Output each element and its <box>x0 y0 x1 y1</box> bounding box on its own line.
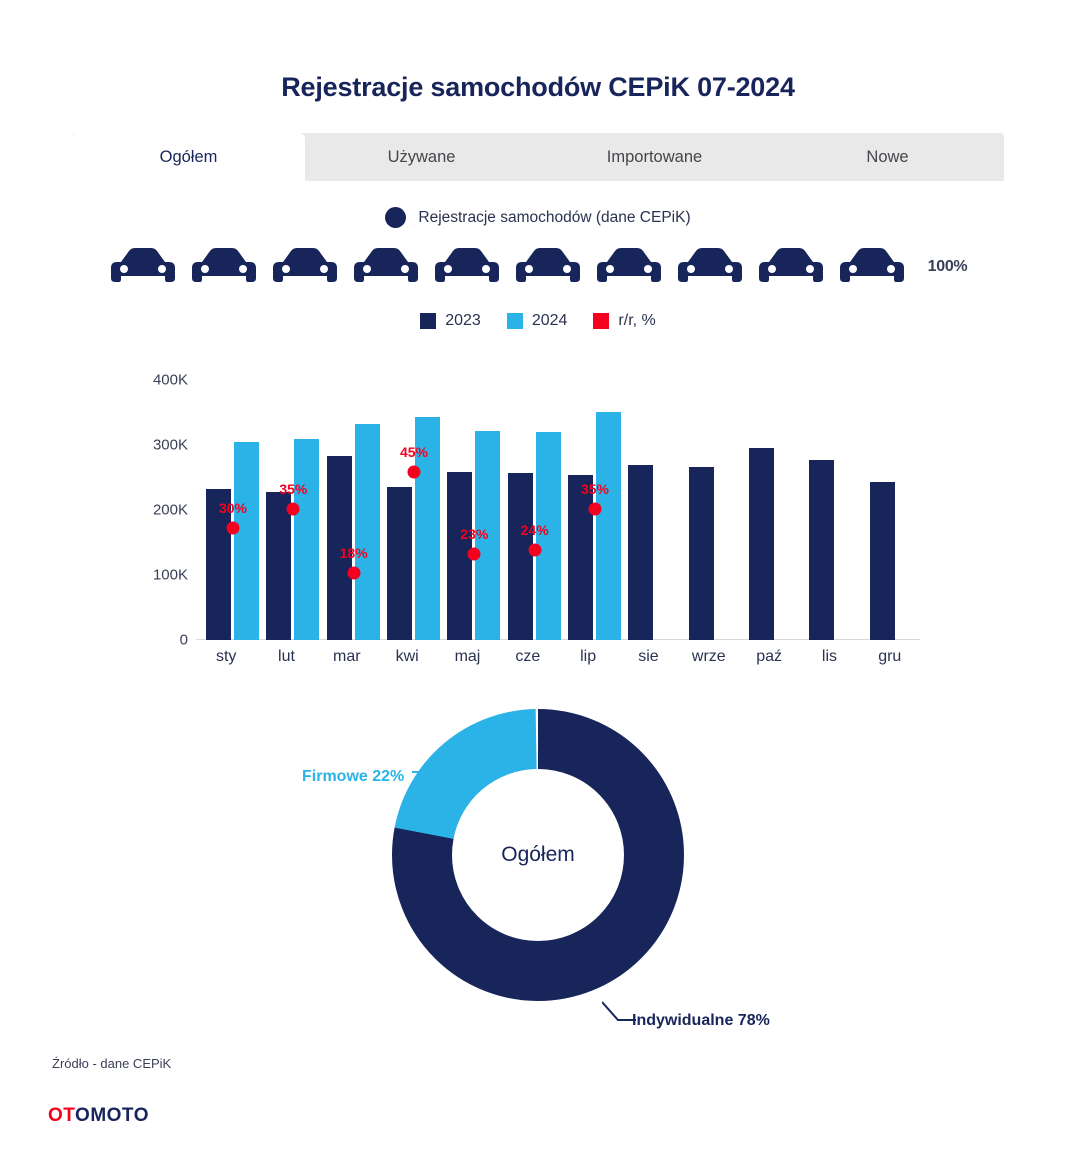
tab-uzywane[interactable] <box>305 133 538 181</box>
yoy-label: 23% <box>460 525 489 542</box>
bar-group <box>317 380 377 640</box>
legend-item-2023 <box>420 312 481 330</box>
yoy-label: 18% <box>339 544 368 561</box>
bar-2023 <box>870 482 895 640</box>
bar-group <box>196 380 256 640</box>
logo-right: OMOTO <box>75 1105 149 1126</box>
x-tick-label: gru <box>878 648 902 665</box>
legend-label: 2023 <box>445 312 481 329</box>
tab-ogolem[interactable] <box>72 133 305 181</box>
bar-2023 <box>266 492 291 640</box>
x-tick-label: mar <box>333 648 361 665</box>
y-tick-label: 300K <box>152 436 188 454</box>
y-tick-label: 0 <box>179 631 188 649</box>
legend-swatch-icon <box>593 313 609 329</box>
y-tick-label: 200K <box>152 501 188 519</box>
legend-label: r/r, % <box>618 312 656 329</box>
yoy-marker <box>347 566 360 579</box>
bar-group <box>799 380 859 640</box>
car-icon <box>757 244 825 290</box>
x-tick-label: lip <box>580 648 597 665</box>
yoy-label: 35% <box>580 480 609 497</box>
car-icon <box>109 244 177 290</box>
legend-item-yoy <box>593 312 655 330</box>
tab-nowe[interactable] <box>771 133 1004 181</box>
tab-label: Używane <box>387 147 456 166</box>
bar-group <box>377 380 437 640</box>
car-icons <box>109 244 906 290</box>
source-note: Źródło - dane CEPiK <box>52 1056 172 1071</box>
bar-group <box>860 380 920 640</box>
yoy-label: 24% <box>520 522 549 539</box>
legend-registrations <box>0 207 1076 228</box>
bar-2023 <box>689 467 714 640</box>
legend-item-2024 <box>507 312 568 330</box>
yoy-marker <box>468 547 481 560</box>
y-tick-label: 400K <box>152 371 188 389</box>
bar-group <box>618 380 678 640</box>
legend-label: 2024 <box>531 312 568 329</box>
yoy-marker <box>407 465 420 478</box>
tab-importowane[interactable] <box>538 133 771 181</box>
bar-group <box>739 380 799 640</box>
legend-swatch-icon <box>507 313 523 329</box>
bar-group <box>558 380 618 640</box>
y-tick-label: 100K <box>152 566 188 584</box>
x-axis-labels <box>196 648 920 666</box>
bar-2024 <box>294 439 319 641</box>
page-title: Rejestracje samochodów CEPiK 07-2024 <box>281 72 795 102</box>
x-tick-label: kwi <box>395 648 419 665</box>
car-icon <box>190 244 258 290</box>
bar-2023 <box>387 487 412 640</box>
donut-label-firmowe: Firmowe 22% <box>302 768 405 785</box>
yoy-marker <box>227 521 240 534</box>
circle-icon <box>385 207 406 228</box>
bar-group <box>437 380 497 640</box>
x-tick-label: lis <box>821 648 837 665</box>
x-tick-label: sie <box>638 648 659 665</box>
tab-label: Ogółem <box>159 147 218 166</box>
bar-2024 <box>596 412 621 640</box>
bar-2023 <box>568 475 593 640</box>
car-icon <box>595 244 663 290</box>
bar-2023 <box>628 465 653 640</box>
bar-2023 <box>749 448 774 640</box>
car-pictogram-row <box>0 244 1076 290</box>
donut-label-indywidualne: Indywidualne 78% <box>632 1012 770 1029</box>
bar-chart <box>0 352 1076 697</box>
yoy-label: 45% <box>399 443 428 460</box>
bar-group <box>256 380 316 640</box>
donut-svg-container <box>392 709 684 1001</box>
bar-groups <box>196 380 920 640</box>
logo-left: OT <box>48 1105 76 1126</box>
bar-2023 <box>508 473 533 640</box>
bar-2023 <box>809 460 834 640</box>
otomoto-logo <box>48 1105 149 1127</box>
yoy-label: 35% <box>279 480 308 497</box>
chart-legend <box>0 312 1076 330</box>
car-icon <box>433 244 501 290</box>
yoy-marker <box>588 502 601 515</box>
x-tick-label: paź <box>756 648 783 665</box>
donut-chart <box>0 703 1076 1033</box>
x-tick-label: maj <box>454 648 481 665</box>
yoy-marker <box>528 544 541 557</box>
tab-label: Nowe <box>866 147 909 166</box>
tab-label: Importowane <box>606 147 703 166</box>
plot-area <box>196 380 920 640</box>
legend-swatch-icon <box>420 313 436 329</box>
bar-2024 <box>355 424 380 640</box>
legend-registrations-label: Rejestracje samochodów (dane CEPiK) <box>418 208 691 226</box>
car-icon <box>271 244 339 290</box>
cars-percent-label: 100% <box>927 258 968 275</box>
leader-line-firmowe <box>412 764 452 788</box>
donut-center-label: Ogółem <box>501 843 575 866</box>
car-icon <box>352 244 420 290</box>
bar-2024 <box>234 442 259 640</box>
x-tick-label: lut <box>278 648 295 665</box>
bar-group <box>498 380 558 640</box>
yoy-marker <box>287 502 300 515</box>
yoy-label: 30% <box>218 499 248 516</box>
car-icon <box>514 244 582 290</box>
car-icon <box>676 244 744 290</box>
x-tick-label: sty <box>215 648 237 665</box>
car-icon <box>838 244 906 290</box>
x-tick-label: wrze <box>691 648 726 665</box>
y-axis <box>110 371 188 649</box>
bar-group <box>679 380 739 640</box>
tab-bar <box>72 133 1004 181</box>
x-tick-label: cze <box>515 648 541 665</box>
